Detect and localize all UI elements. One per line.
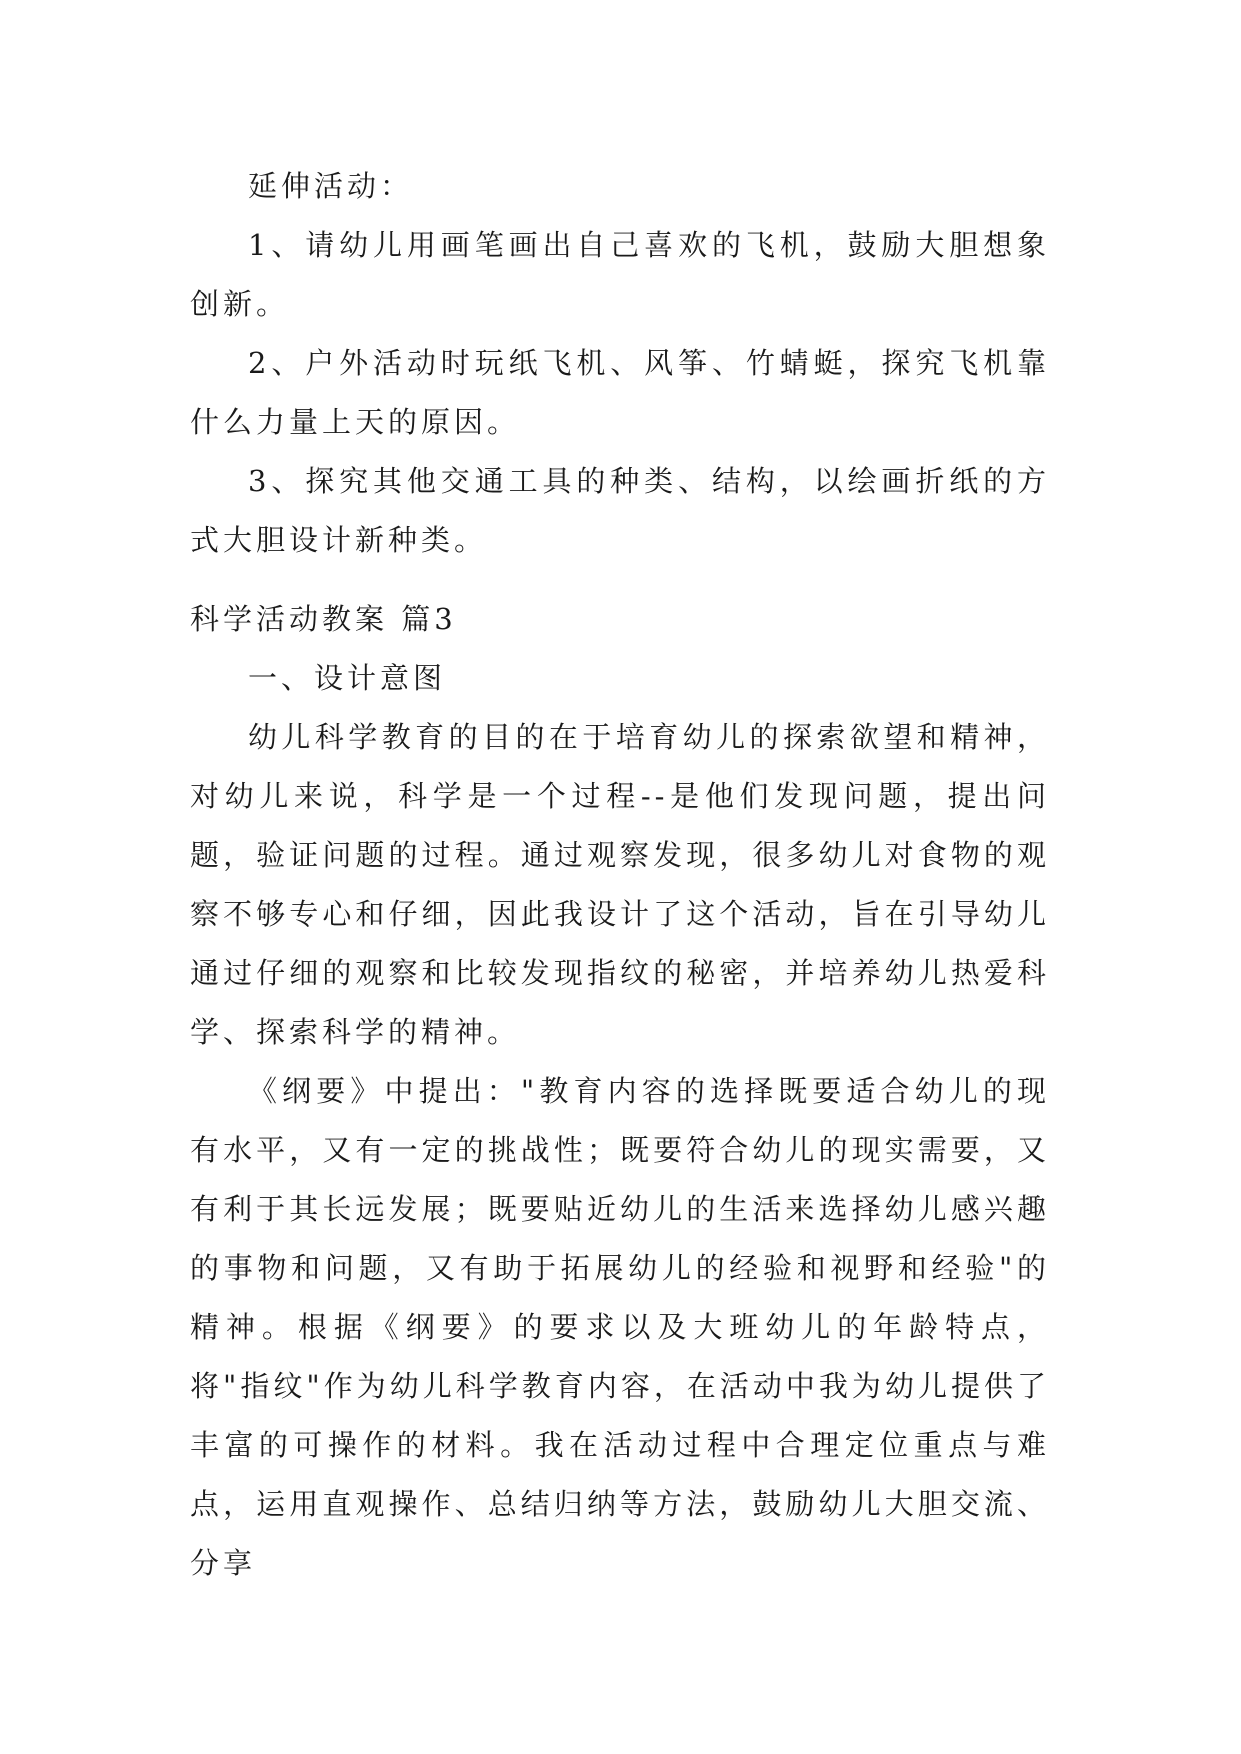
section-heading: 科学活动教案 篇3 — [190, 602, 457, 636]
extension-item-2: 2、户外活动时玩纸飞机、风筝、竹蜻蜓，探究飞机靠什么力量上天的原因。 — [190, 346, 1050, 439]
extension-item-1: 1、请幼儿用画笔画出自己喜欢的飞机，鼓励大胆想象创新。 — [190, 228, 1050, 321]
extension-activity-section — [190, 157, 1050, 570]
extension-activity-title: 延伸活动： — [248, 169, 414, 203]
design-intent-paragraph-1: 幼儿科学教育的目的在于培育幼儿的探索欲望和精神，对幼儿来说，科学是一个过程--是他们发现问题，提出问题，验证问题的过程。通过观察发现，很多幼儿对食物的观察不够专心和仔细，因此我设计了这个活动，旨在引导幼儿通过仔细的观察和比较发现指纹的秘密，并培养幼儿热爱科学、探索科学的精神。 — [190, 720, 1050, 1049]
extension-item-3: 3、探究其他交通工具的种类、结构，以绘画折纸的方式大胆设计新种类。 — [190, 464, 1050, 557]
lesson-plan-section-3 — [190, 590, 1050, 1593]
section-subheading: 一、设计意图 — [248, 661, 447, 695]
design-intent-paragraph-2: 《纲要》中提出："教育内容的选择既要适合幼儿的现有水平，又有一定的挑战性；既要符合幼儿的现实需要，又有利于其长远发展；既要贴近幼儿的生活来选择幼儿感兴趣的事物和问题，又有助于拓展幼儿的经验和视野和经验"的精神。根据《纲要》的要求以及大班幼儿的年龄特点，将"指纹"作为幼儿科学教育内容，在活动中我为幼儿提供了丰富的可操作的材料。我在活动过程中合理定位重点与难点，运用直观操作、总结归纳等方法，鼓励幼儿大胆交流、分享 — [190, 1074, 1050, 1580]
